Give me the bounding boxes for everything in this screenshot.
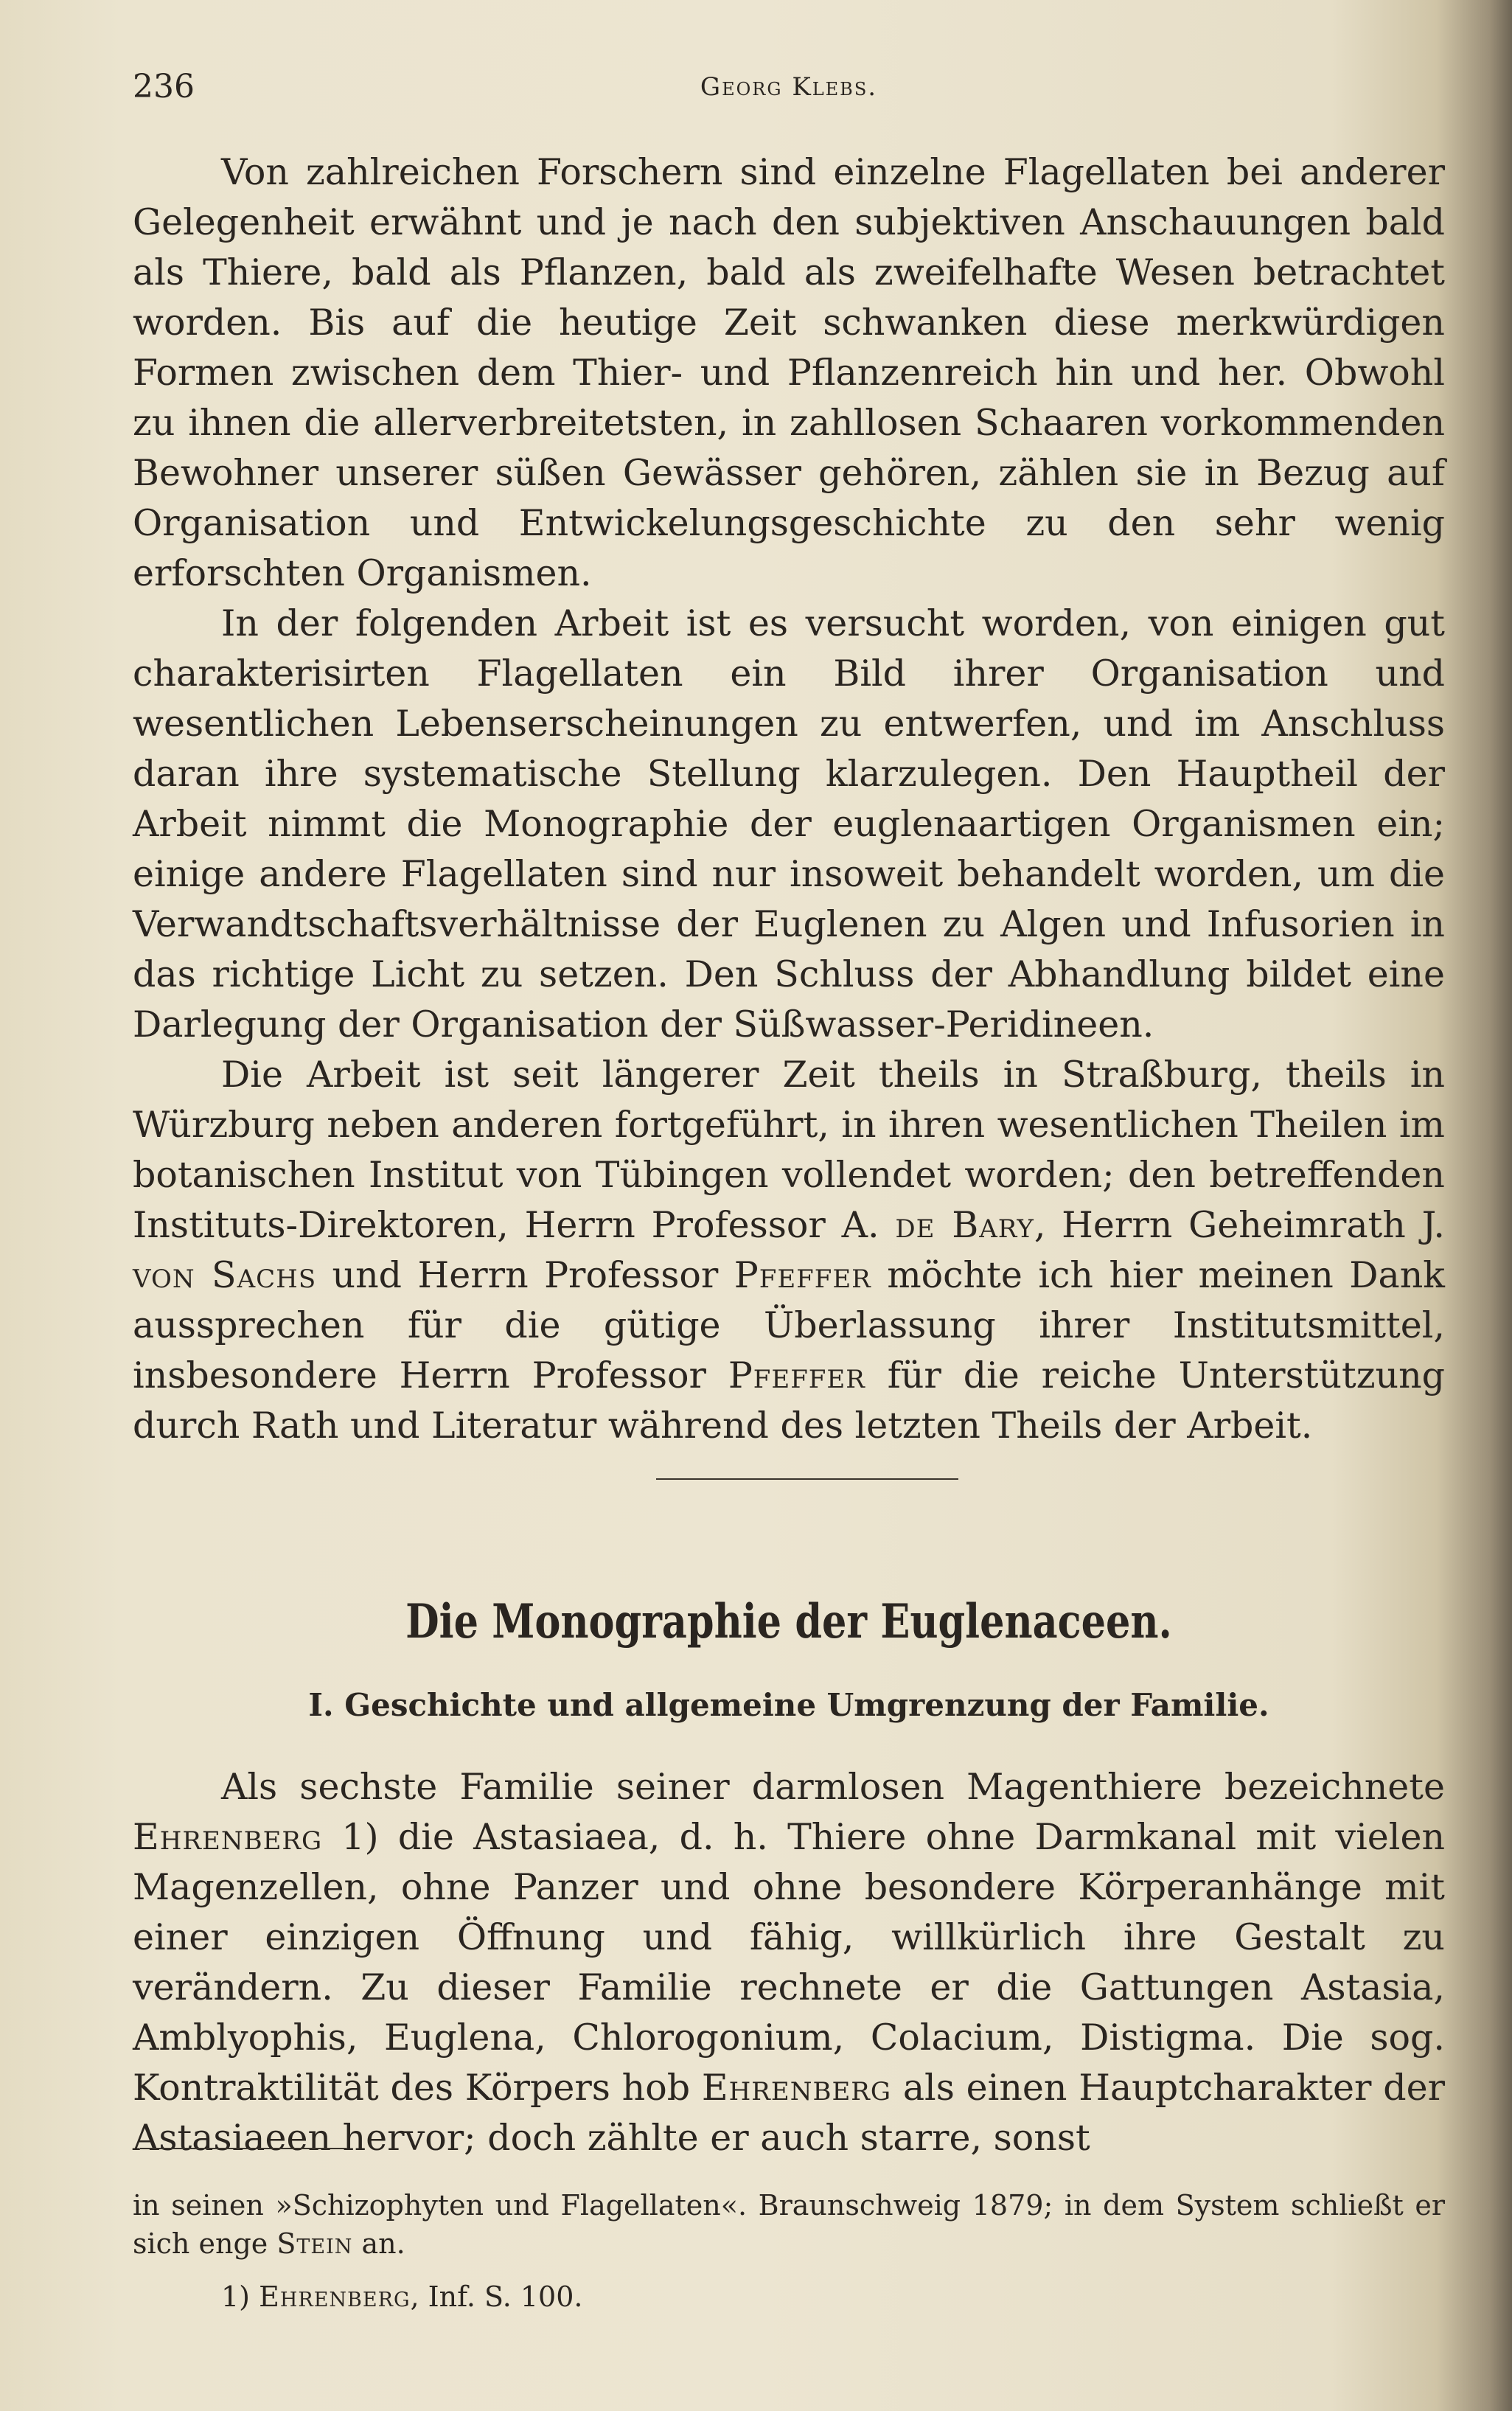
person-name: Pfeffer xyxy=(728,1354,865,1396)
text-run: in seinen »Schizophyten und Flagellaten«. Braunschweig 1879; in dem System schließt er sich enge xyxy=(133,2189,1445,2260)
person-name: Ehrenberg xyxy=(259,2280,411,2313)
text-run: für die reiche Unterstützung durch Rath und Literatur während des letzten Theils der Arbeit. xyxy=(133,1354,1445,1447)
footnote-1 xyxy=(133,2278,1445,2316)
section-divider xyxy=(656,1478,958,1480)
footnote-rule xyxy=(140,2148,346,2149)
footnote-ref: 1) xyxy=(322,1816,379,1858)
page-header xyxy=(133,65,1445,109)
text-run: an. xyxy=(352,2227,405,2260)
text-run: , Herrn Geheimrath J. xyxy=(1034,1204,1446,1246)
person-name: Ehrenberg xyxy=(133,1816,323,1858)
footnotes xyxy=(133,2186,1445,2316)
text-run: , Inf. S. 100. xyxy=(410,2280,583,2313)
text-run: möchte ich hier meinen Dank aussprechen für die gütige Überlassung ihrer Institutsmittel, insbesondere Herrn Professor xyxy=(133,1254,1445,1396)
intro-paragraph-3 xyxy=(133,1050,1445,1451)
section-text xyxy=(133,1762,1445,2163)
person-name: Ehrenberg xyxy=(701,2067,892,2109)
text-run: Als sechste Familie seiner darmlosen Magenthiere bezeichnete xyxy=(221,1766,1445,1808)
person-name: Stein xyxy=(276,2227,353,2260)
person-name: de Bary xyxy=(895,1204,1034,1246)
text-run: Die Arbeit ist seit längerer Zeit theils in Straßburg, theils in Würzburg neben anderen fortgeführt, in ihren wesentlichen Theilen im botanischen Institut von Tübingen vollendet worden; den betreffenden Instituts-Direktoren, Herrn Professor A. xyxy=(133,1054,1445,1246)
text-run: die Astasiaea, d. h. Thiere ohne Darmkanal mit vielen Magenzellen, ohne Panzer und ohne besondere Körperanhänge mit einer einzigen Öffnung und fähig, willkürlich ihre Gestalt zu verändern. Zu dieser Familie rechnete er die Gattungen Astasia, Amblyophis, Euglena, Chlorogonium, Colacium, Distigma. Die sog. Kontraktilität des Körpers hob xyxy=(133,1816,1446,2109)
intro-text xyxy=(133,147,1445,1451)
person-name: von Sachs xyxy=(133,1254,317,1296)
section-paragraph-1 xyxy=(133,1762,1445,2163)
intro-paragraph-2: In der folgenden Arbeit ist es versucht worden, von einigen gut charakterisirten Flagellaten ein Bild ihrer Organisation und wesentlichen Lebenserscheinungen zu entwerfen, und im Anschluss daran ihre systematische Stellung klarzulegen. Den Hauptheil der Arbeit nimmt die Monographie der euglenaartigen Organismen ein; einige andere Flagellaten sind nur insoweit behandelt worden, um die Verwandtschaftsverhältnisse der Euglenen zu Algen und Infusorien in das richtige Licht zu setzen. Den Schluss der Abhandlung bildet eine Darlegung der Organisation der Süßwasser-Peridineen. xyxy=(133,602,1445,1046)
section-subtitle: I. Geschichte und allgemeine Umgrenzung der Familie. xyxy=(308,1687,1269,1723)
section-title: Die Monographie der Euglenaceen. xyxy=(405,1594,1172,1649)
text-run: als einen Hauptcharakter der Astasiaeen hervor; doch zählte er auch starre, sonst xyxy=(133,2067,1445,2159)
page-number: 236 xyxy=(133,68,195,105)
person-name: Pfeffer xyxy=(734,1254,871,1296)
footnote-mark: 1) xyxy=(221,2280,251,2313)
footnote-continuation xyxy=(133,2186,1445,2263)
intro-paragraph-1: Von zahlreichen Forschern sind einzelne Flagellaten bei anderer Gelegenheit erwähnt und je nach den subjektiven Anschauungen bald als Thiere, bald als Pflanzen, bald als zweifelhafte Wesen betrachtet worden. Bis auf die heutige Zeit schwanken diese merkwürdigen Formen zwischen dem Thier- und Pflanzenreich hin und her. Obwohl zu ihnen die allerverbreitetsten, in zahllosen Schaaren vorkommenden Bewohner unserer süßen Gewässer gehören, zählen sie in Bezug auf Organisation und Entwickelungsgeschichte zu den sehr wenig erforschten Organismen. xyxy=(133,151,1445,594)
text-run: und Herrn Professor xyxy=(316,1254,734,1296)
running-head: Georg Klebs. xyxy=(700,72,878,102)
